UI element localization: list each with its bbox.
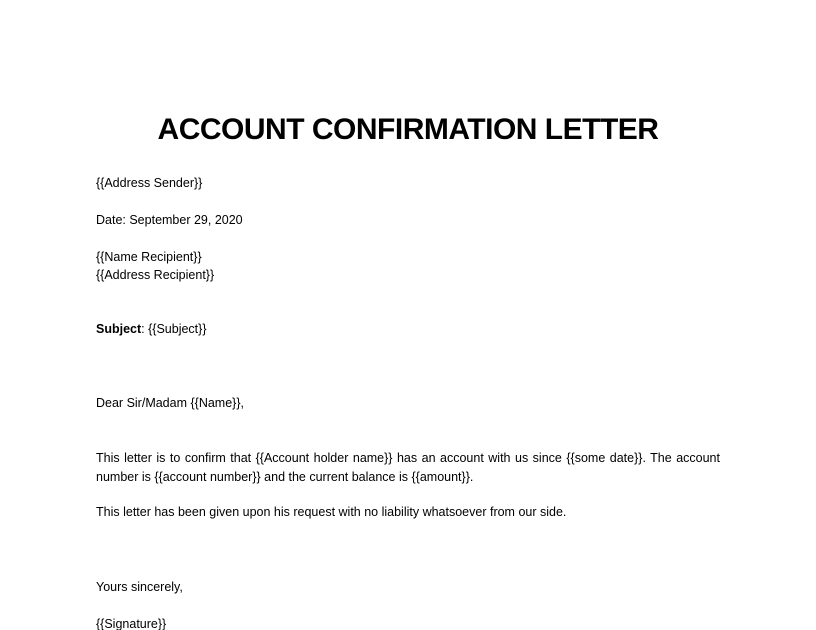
subject-value: : {{Subject}} (141, 322, 207, 336)
signature-placeholder: {{Signature}} (96, 617, 167, 630)
date-line: Date: September 29, 2020 (96, 213, 243, 227)
address-recipient: {{Address Recipient}} (96, 268, 215, 282)
body-paragraph-2: This letter has been given upon his request with no liability whatsoever from our side. (96, 505, 567, 519)
subject-label: Subject (96, 322, 142, 336)
address-sender: {{Address Sender}} (96, 176, 203, 190)
closing-line: Yours sincerely, (96, 580, 183, 594)
salutation: Dear Sir/Madam {{Name}}, (96, 396, 244, 410)
letter-title: ACCOUNT CONFIRMATION LETTER (157, 113, 659, 146)
subject-line (96, 320, 207, 338)
body-paragraph-1: This letter is to confirm that {{Account holder name}} has an account with us since {{some date}}. The account number is {{account number}} and the current balance is {{amount}}. (96, 451, 720, 484)
name-recipient: {{Name Recipient}} (96, 250, 202, 264)
